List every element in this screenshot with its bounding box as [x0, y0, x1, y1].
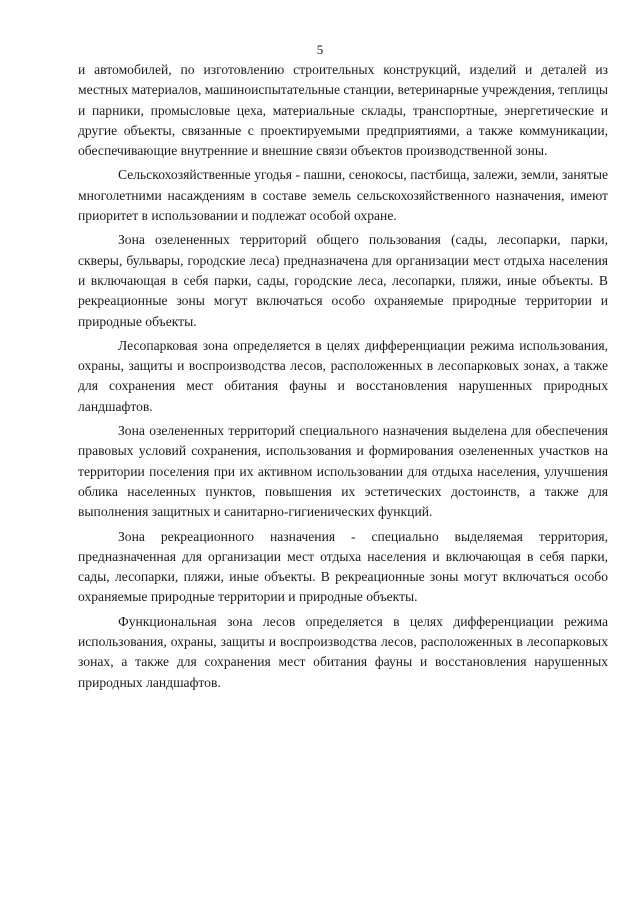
paragraph-6: Зона рекреационного назначения - специально выделяемая территория, предназначенная для организации мест отдыха населения и включающая в себя парки, сады, лесопарки, пляжи, иные объекты. В рекреационные зоны могут включаться особо охраняемые природные территории и природные объекты. — [78, 528, 608, 605]
paragraph-3: Зона озелененных территорий общего пользования (сады, лесопарки, парки, скверы, бульвары, городские леса) предназначена для организации мест отдыха населения и включающая в себя парки, сады, городские леса, лесопарки, пляжи, иные объекты. В рекреационные зоны могут включаться особо охраняемые природные территории и природные объекты. — [78, 232, 608, 329]
paragraph-2: Сельскохозяйственные угодья - пашни, сенокосы, пастбища, залежи, земли, занятые многолетними насаждениям в составе земель сельскохозяйственного назначения, имеют приоритет в использовании и подлежат особой охране. — [78, 167, 608, 224]
paragraph-4: Лесопарковая зона определяется в целях дифференциации режима использования, охраны, защиты и воспроизводства лесов, расположенных в лесопарковых зонах, а также для сохранения мест обитания фауны и восстановления нарушенных природных ландшафтов. — [78, 337, 608, 414]
paragraph-7: Функциональная зона лесов определяется в целях дифференциации режима использования, охраны, защиты и воспроизводства лесов, расположенных в лесопарковых зонах, а также для сохранения мест обитания фауны и восстановления нарушенных природных ландшафтов. — [78, 613, 608, 690]
document-body — [78, 60, 608, 697]
paragraph-1: и автомобилей, по изготовлению строительных конструкций, изделий и деталей из местных материалов, машиноиспытательные станции, ветеринарные учреждения, теплицы и парники, промысловые цеха, материальные склады, транспортные, энергетические и другие объекты, связанные с проектируемыми предприятиями, а также коммуникации, обеспечивающие внутренние и внешние связи объектов производственной зоны. — [78, 62, 608, 159]
page-number: 5 — [316, 42, 324, 57]
paragraph-5: Зона озелененных территорий специального назначения выделена для обеспечения правовых условий сохранения, использования и формирования озелененных участков на территории поселения при их активном использовании для отдыха населения, улучшения облика населенных пунктов, повышения их эстетических достоинств, а также для выполнения защитных и санитарно-гигиенических функций. — [78, 423, 608, 520]
